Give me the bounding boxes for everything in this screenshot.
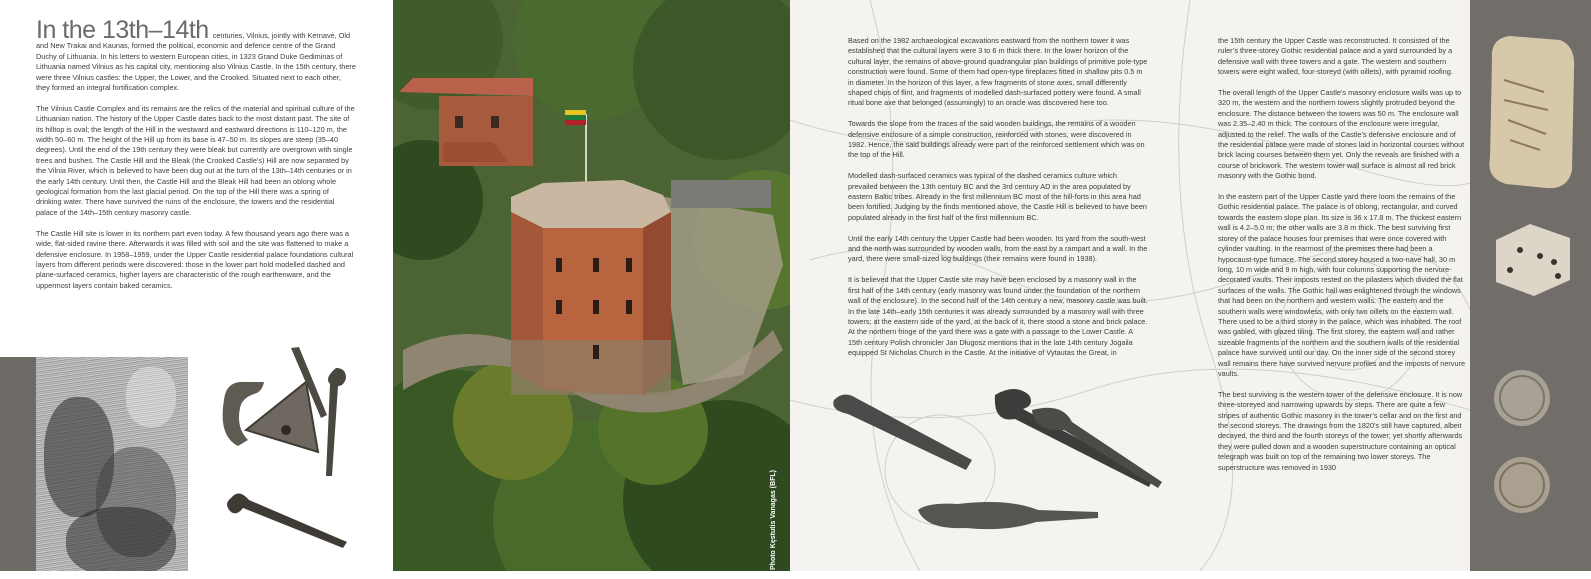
iron-artifacts-image — [196, 338, 391, 574]
paragraph: Towards the slope from the traces of the said wooden buildings, the remains of a wooden defensive enclosure of a simple construction, reinforced with stones, were discovered in 1982. Hence, the said buildings already were part of the reinforced settlement which was on the top of the Hill. — [848, 119, 1145, 160]
lock-shackle — [223, 382, 264, 446]
left-page-text — [36, 16, 356, 302]
paragraph: It is believed that the Upper Castle site may have been enclosed by a masonry wall in the first half of the 14th century (early masonry was found under the foundation of the northern wall of the enclosure). In the second half of the 14th century a new, masonry castle was built. In the late 14th–early 15th centuries it was already surrounded by a masonry wall with three towers; at the eastern side of the yard, at the back of it, there stood a stone and brick palace. At the northern fringe of the yard there was a gate with a passage to the Lower Castle. A 15th century Polish chronicler Jan Długosz mentions that in the late 14th century Jogaila equipped St Nicholas Church in the Castle. At the initiative of Vytautas the Great, in — [848, 275, 1148, 358]
castle-photo — [393, 0, 790, 571]
paragraph: In the eastern part of the Upper Castle yard there loom the remains of the Gothic residential palace. The palace is of oblong, rectangular, and curved towards the eastern slope plan. Its size is 36 x 17.8 m. The thickest eastern wall is 4.2–5.0 m; the other walls are 3.8 m thick. The best surviving first storey of the palace houses four premises that were once covered with cylinder vaulting. In the rearmost of the premises there had been a hypocaust-type furnace. The second storey housed a two-nave hall, 30 m long, 10 m wide and 9 m high, with four columns supporting the nervure-decorated vaults. Their imposts rested on the pilasters which divided the flat surfaces of the walls. The Gothic hall was enlightened through the windows that had been on the northern and western walls. The eastern and the southern walls were windowless, with only two oillets on the eastern wall. There used to be a third storey in the palace, which was inhabited. The roof was gabled, with glazed tiling. The first storey, the eastern wall and rather sizeable fragments of the northern and the southern walls of the residential palace have survived until our day. On the inner side of the second storey wall remains there have survived nervure profiles and the imposts of nervure vaults. — [1218, 192, 1465, 378]
coin-image — [1494, 457, 1550, 513]
shelter-roof — [671, 180, 771, 208]
bottom-margin — [0, 571, 1591, 579]
photo-credit-text: Photo Kęstutis Vanagas (BFL) — [770, 470, 777, 570]
paragraph: Modelled dash-surfaced ceramics was typical of the dashed ceramics culture which prevailed between the 13th century BC and the 3rd century AD in the area populated by eastern Baltic tribes. Already in the first millennium BC most of the hill-forts in this area had been fortified. Judging by the finds mentioned above, the Castle Hill is believed to have been populated already in the first half of the first millennium BC. — [848, 171, 1147, 222]
gray-band — [0, 357, 36, 579]
paragraph: The Vilnius Castle Complex and its remains are the relics of the material and spiritual culture of the Lithuanian nation. The history of the Upper Castle dates back to the most distant past. The site of its hilltop is oval; the length of the Hill in the westward and eastward directions is 110–120 m, the width 50–60 m. The height of the Hill up from its base is 47–50 m. Its slopes are steep (35–40 degrees). Until the end of the 19th century they were bleak but currently are overgrown with single trees and bushes. The Castle Hill and the Bleak (the Crooked Castle’s) Hill are now separated by the Vilnia River, which is believed to have been dug out at the turn of the 13th–14th centuries or in the early 14th century. Until then, the Castle Hill and the Bleak Hill had been an oblong whole geological formation from the last glacial period. On the top of the Hill there was a spring of drinking water. There have survived the ruins of the enclosure, the towers and the residential palace of the 14th–15th century masonry castle. — [36, 103, 355, 217]
intro-text: centuries, Vilnius, jointly with Kernavė, Old and New Trakai and Kaunas, formed the political, economic and defence centre of the Grand Duchy of Lithuania. In his letters to western European cities, in 1323 Grand Duke Gediminas of Lithuania named Vilnius as his capital city, mentioning also Vilnius Castle. In the 15th century, there were three Vilnius castles: the Upper, the Lower, and the Crooked. Situated next to each other, they formed an integral fortification complex. — [36, 31, 356, 93]
photo-credit — [770, 470, 782, 570]
paragraph: The best surviving is the western tower of the defensive enclosure. It is now three-storeyed and narrowing upwards by steps. There are quite a few stripes of authentic Gothic masonry in the tower’s cellar and on the first and the second storeys. The drawings from the 1820’s still have captured, albeit decayed, the third and the fourth storeys of the tower; yet shortly afterwards they were pulled down and a wooden superstructure containing an optical telegraph was built on top of the remaining two lower storeys. The superstructure was removed in 1930 — [1218, 389, 1463, 472]
coin-image — [1494, 370, 1550, 426]
flag-green — [565, 115, 586, 120]
section-title: In the 13th–14th — [36, 16, 209, 44]
paragraph: Based on the 1982 archaeological excavations eastward from the northern tower it was established that the cultural layers were 3 to 6 m thick there. In the lower horizon of the cultural layer, the remains of above-ground quadrangular plan buildings of primitive pole-type construction were found. Some of them had open-type fireplaces fitted in shallow pits 0.5 m in diameter. In the horizon of this layer, a few fragments of stone axes, small differently shaped chips of flint, and fragments of modelled dash-surfaced pottery were found. A small ritual bone axe that belonged (assumingly) to an oracle was discovered here too. — [848, 36, 1148, 108]
lock-hole — [281, 425, 291, 435]
paragraph: The overall length of the Upper Castle’s masonry enclosure walls was up to 320 m, the western and the northern towers slightly protruded beyond the enclosure. The distance between the towers was 50 m. The enclosure wall was 2.35–2.40 m thick. The contours of the enclosure were irregular, adjusted to the relief. The walls of the Castle’s defensive enclosure and of the residential palace were made of stones laid in horizontal courses without brick lacing courses between them yet. Only the reveals are finished with a course of brickwork. The western tower wall surface is almost all red brick masonry with the Gothic bond. — [1218, 88, 1465, 181]
iron-key — [326, 368, 346, 476]
flag-red — [565, 120, 586, 125]
intro-paragraph — [36, 16, 356, 93]
gediminas-tower — [511, 180, 671, 395]
engraving-image — [36, 357, 188, 571]
middle-page-text — [848, 36, 1148, 369]
right-page-text — [1218, 36, 1466, 483]
paragraph: the 15th century the Upper Castle was reconstructed. It consisted of the ruler’s three-storey Gothic residential palace and a yard surrounded by a defensive wall with three towers and a gate. The western and southern towers were eight walled, four-storeyd (with oillets), with pyramid roofing. — [1218, 36, 1453, 77]
artifact-sidebar — [1470, 0, 1591, 579]
paragraph: The Castle Hill site is lower in its northern part even today. A few thousand years ago there was a wide, flat-sided ravine there. Afterwards it was filled with soil and the site was flattened to make a defensive enclosure. In 1958–1959, under the Upper Castle residential palace foundations cultural layers from different periods were discovered: those in the lower part hold modelled dashed and plane-surfaced ceramics, higher layers are characteristic of the rough earthenware, and the uppermost layers contain baked ceramics. — [36, 228, 354, 290]
paragraph: Until the early 14th century the Upper Castle had been wooden. Its yard from the south-west and the north was surrounded by wooden walls, from the east by a rampart and a wall. In the yard, there were small-sized log buildings (their remains were found in 1938). — [848, 233, 1148, 264]
bone-axe-image — [1489, 36, 1574, 188]
iron-hook — [227, 493, 347, 548]
flag-yellow — [565, 110, 586, 115]
